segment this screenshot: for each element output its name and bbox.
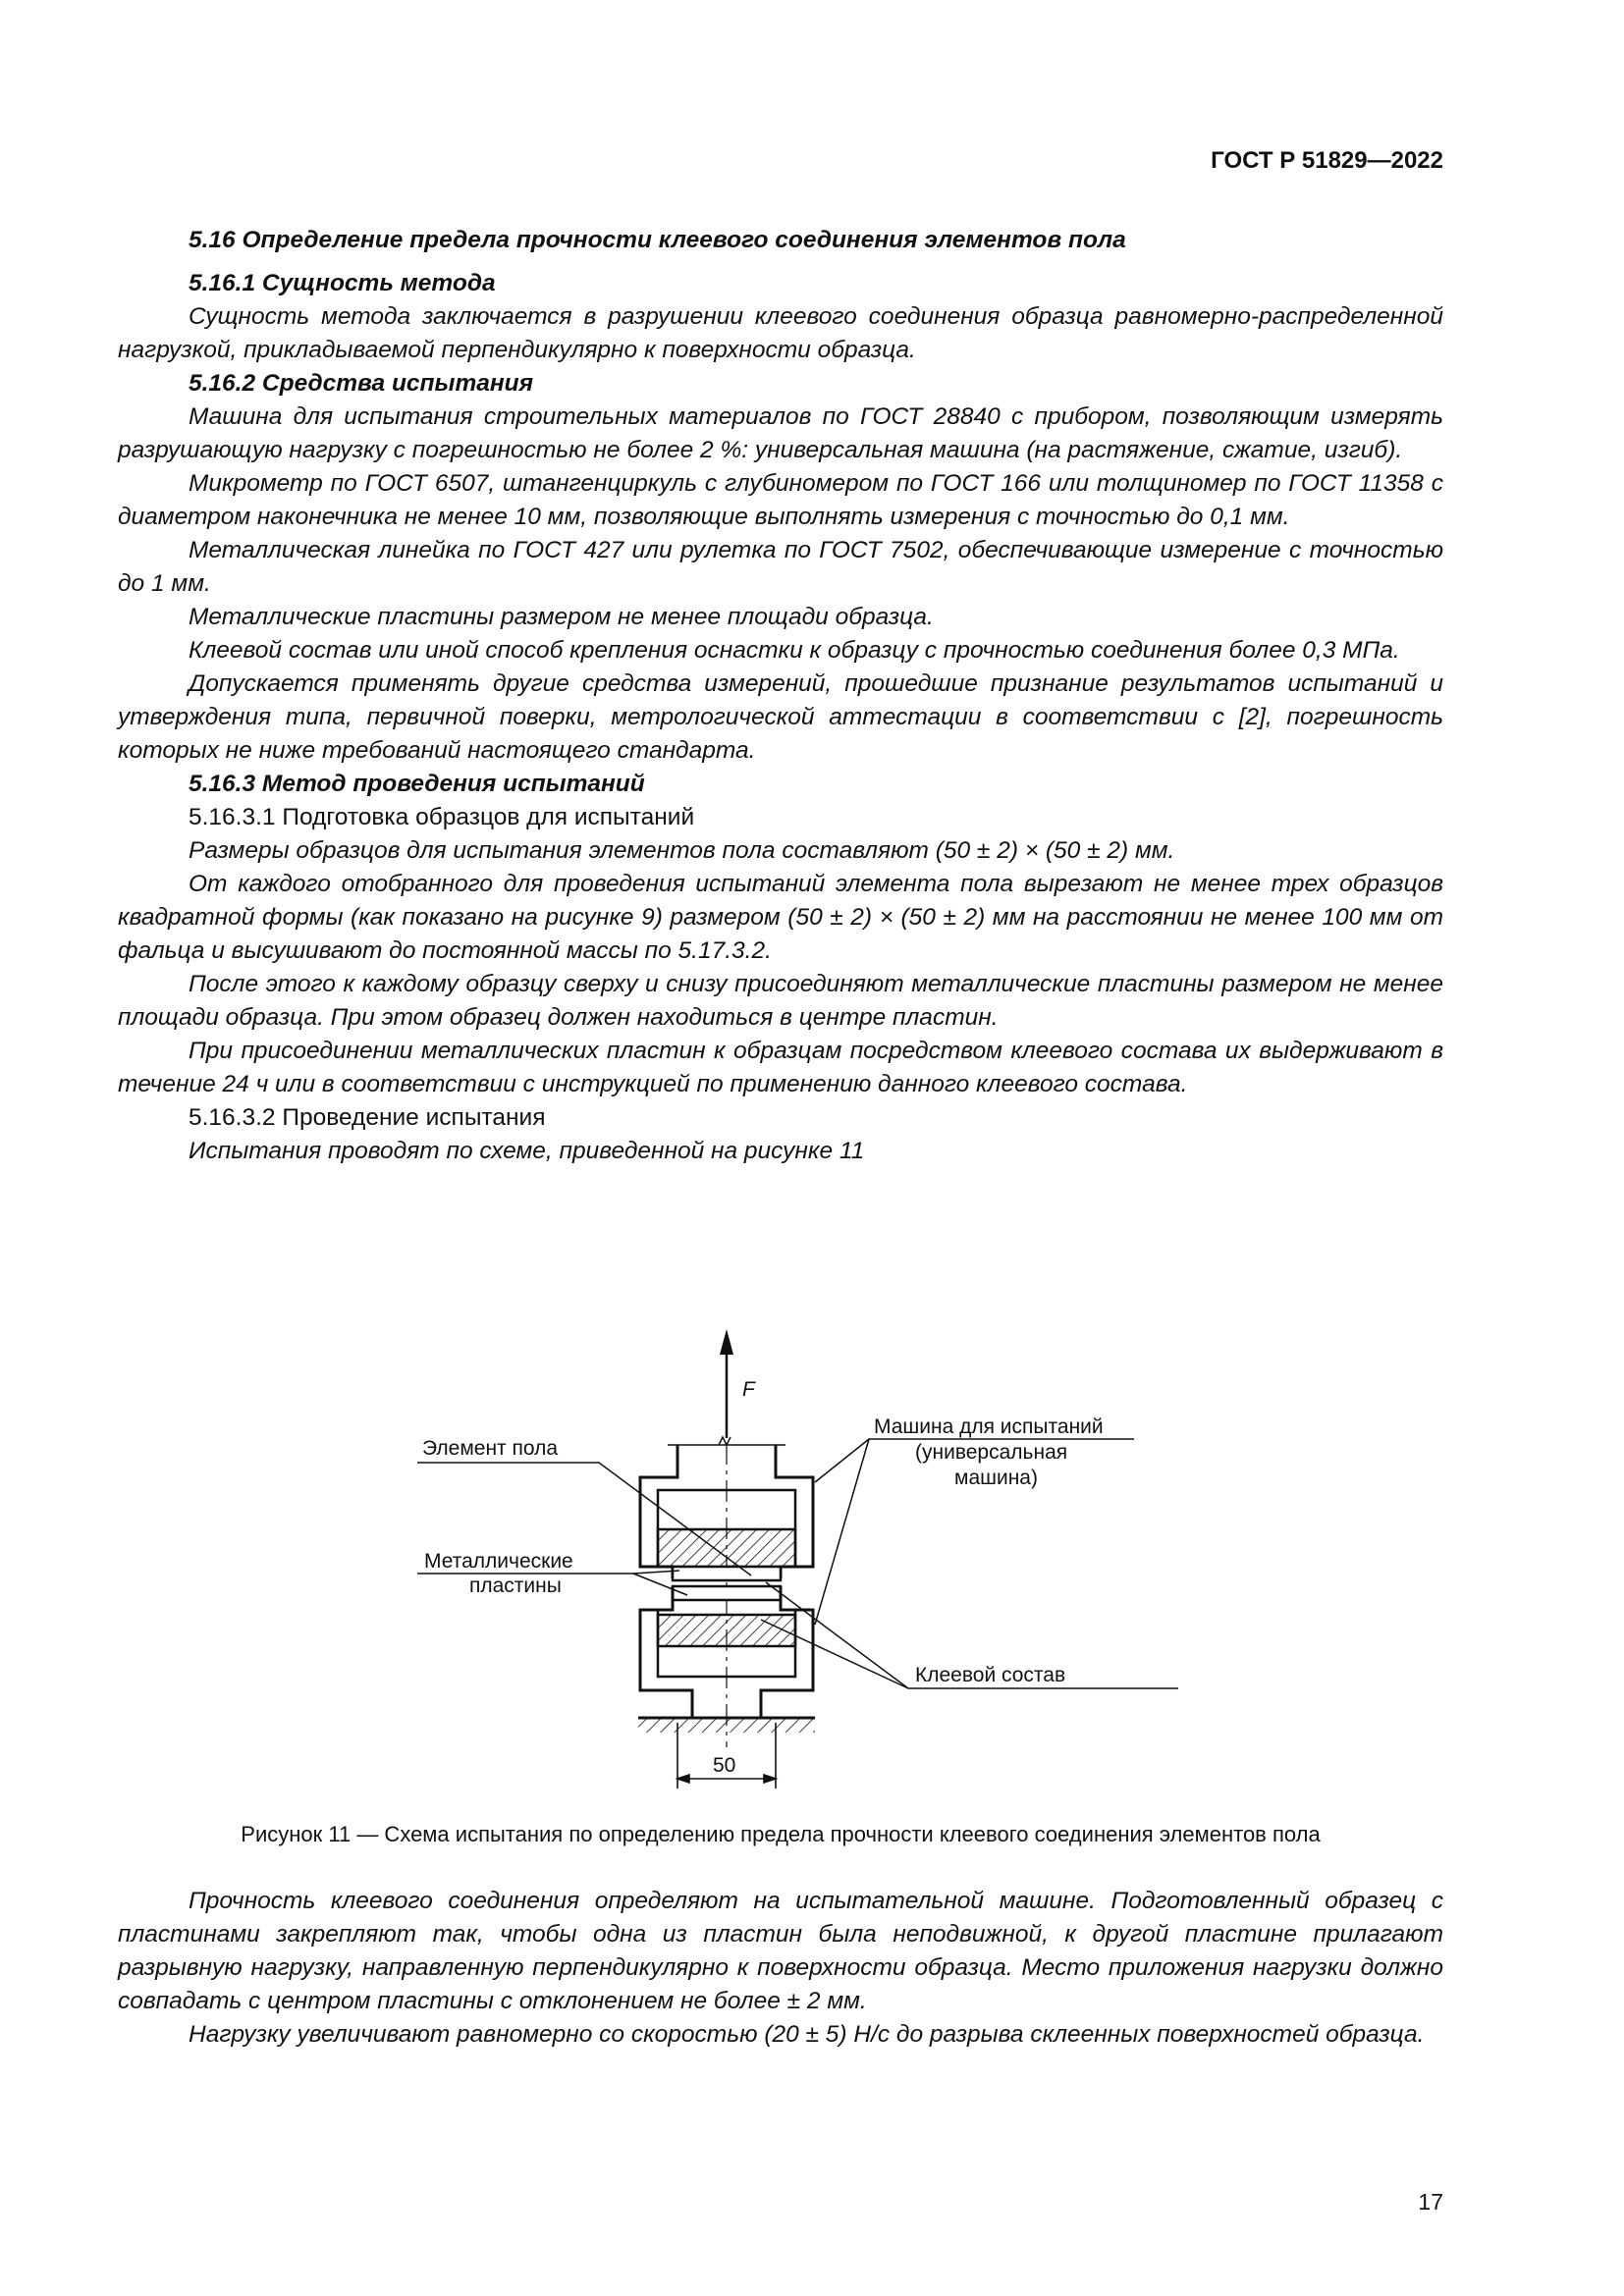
paragraph: Металлическая линейка по ГОСТ 427 или рулетка по ГОСТ 7502, обеспечивающие измерение с точностью до 1 мм.: [118, 537, 1443, 597]
label-machine-line3: машина): [954, 1467, 1038, 1489]
lower-metal-plate: [673, 1586, 781, 1600]
standard-code: ГОСТ Р 51829—2022: [1211, 147, 1443, 174]
text-after-figure: [118, 1885, 1443, 2052]
paragraph: Клеевой состав или иной способ крепления оснастки к образцу с прочностью соединения более 0,3 МПа.: [189, 637, 1400, 664]
figure-11: [373, 1325, 1198, 1806]
subsection-title: 5.16.2 Средства испытания: [189, 370, 534, 397]
label-glue: Клеевой состав: [915, 1664, 1066, 1686]
paragraph: Металлические пластины размером не менее площади образца.: [189, 604, 934, 630]
label-plates-line1: Металлические: [424, 1550, 573, 1573]
dimension-label: 50: [713, 1754, 736, 1777]
clause-title: 5.16.3.1 Подготовка образцов для испытаний: [189, 804, 695, 830]
paragraph: Машина для испытания строительных материалов по ГОСТ 28840 с прибором, позволяющим измерять разрушающую нагрузку с погрешностью не более 2 %: универсальная машина (на растяжение, сжатие, изгиб).: [118, 403, 1443, 463]
clause-title: 5.16.3.2 Проведение испытания: [189, 1104, 546, 1131]
paragraph: Сущность метода заключается в разрушении клеевого соединения образца равномерно-распределенной нагрузкой, прикладываемой перпендикулярно к поверхности образца.: [118, 303, 1443, 363]
paragraph: Размеры образцов для испытания элементов пола составляют (50 ± 2) × (50 ± 2) мм.: [189, 837, 1175, 864]
upper-specimen: [658, 1529, 795, 1567]
paragraph: После этого к каждому образцу сверху и снизу присоединяют металлические пластины размером не менее площади образца. При этом образец должен находиться в центре пластин.: [118, 971, 1443, 1031]
test-scheme-drawing: [373, 1325, 1198, 1806]
upper-metal-plate: [673, 1567, 781, 1580]
paragraph: Нагрузку увеличивают равномерно со скоростью (20 ± 5) Н/с до разрыва склеенных поверхностей образца.: [189, 2021, 1425, 2048]
figure-caption: Рисунок 11 — Схема испытания по определению предела прочности клеевого соединения элементов пола: [241, 1822, 1321, 1846]
label-floor-element: Элемент пола: [422, 1437, 559, 1460]
paragraph: От каждого отобранного для проведения испытаний элемента пола вырезают не менее трех образцов квадратной формы (как показано на рисунке 9) размером (50 ± 2) × (50 ± 2) мм на расстоянии не менее 100 мм от фальца и высушивают до постоянной массы по 5.17.3.2.: [118, 871, 1443, 964]
ground-base: [638, 1718, 815, 1733]
main-text: [118, 224, 1443, 1168]
paragraph: Испытания проводят по схеме, приведенной на рисунке 11: [189, 1138, 865, 1164]
section-title: 5.16 Определение предела прочности клеевого соединения элементов пола: [189, 227, 1126, 253]
lower-specimen: [658, 1615, 795, 1646]
page-number: 17: [1418, 2189, 1443, 2215]
paragraph: Микрометр по ГОСТ 6507, штангенциркуль с глубиномером по ГОСТ 166 или толщиномер по ГОСТ 11358 с диаметром наконечника не менее 10 мм, позволяющие выполнять измерения с точностью до 0,1 мм.: [118, 470, 1443, 530]
subsection-title: 5.16.1 Сущность метода: [189, 270, 496, 296]
paragraph: При присоединении металлических пластин к образцам посредством клеевого состава их выдерживают в течение 24 ч или в соответствии с инструкцией по применению данного клеевого состава.: [118, 1038, 1443, 1097]
paragraph: Допускается применять другие средства измерений, прошедшие признание результатов испытаний и утверждения типа, первичной поверки, метрологической аттестации в соответствии с [2], погрешность которых не ниже требований настоящего стандарта.: [118, 670, 1443, 764]
force-label: F: [742, 1378, 755, 1401]
label-plates-line2: пластины: [469, 1575, 562, 1597]
label-machine-line1: Машина для испытаний: [874, 1415, 1104, 1438]
subsection-title: 5.16.3 Метод проведения испытаний: [189, 771, 645, 797]
paragraph: Прочность клеевого соединения определяют на испытательной машине. Подготовленный образец с пластинами закрепляют так, чтобы одна из пластин была неподвижной, к другой пластине прилагают разрывную нагрузку, направленную перпендикулярно к поверхности образца. Место приложения нагрузки должно совпадать с центром пластины с отклонением не более ± 2 мм.: [118, 1888, 1443, 2014]
label-machine-line2: (универсальная: [915, 1441, 1068, 1464]
